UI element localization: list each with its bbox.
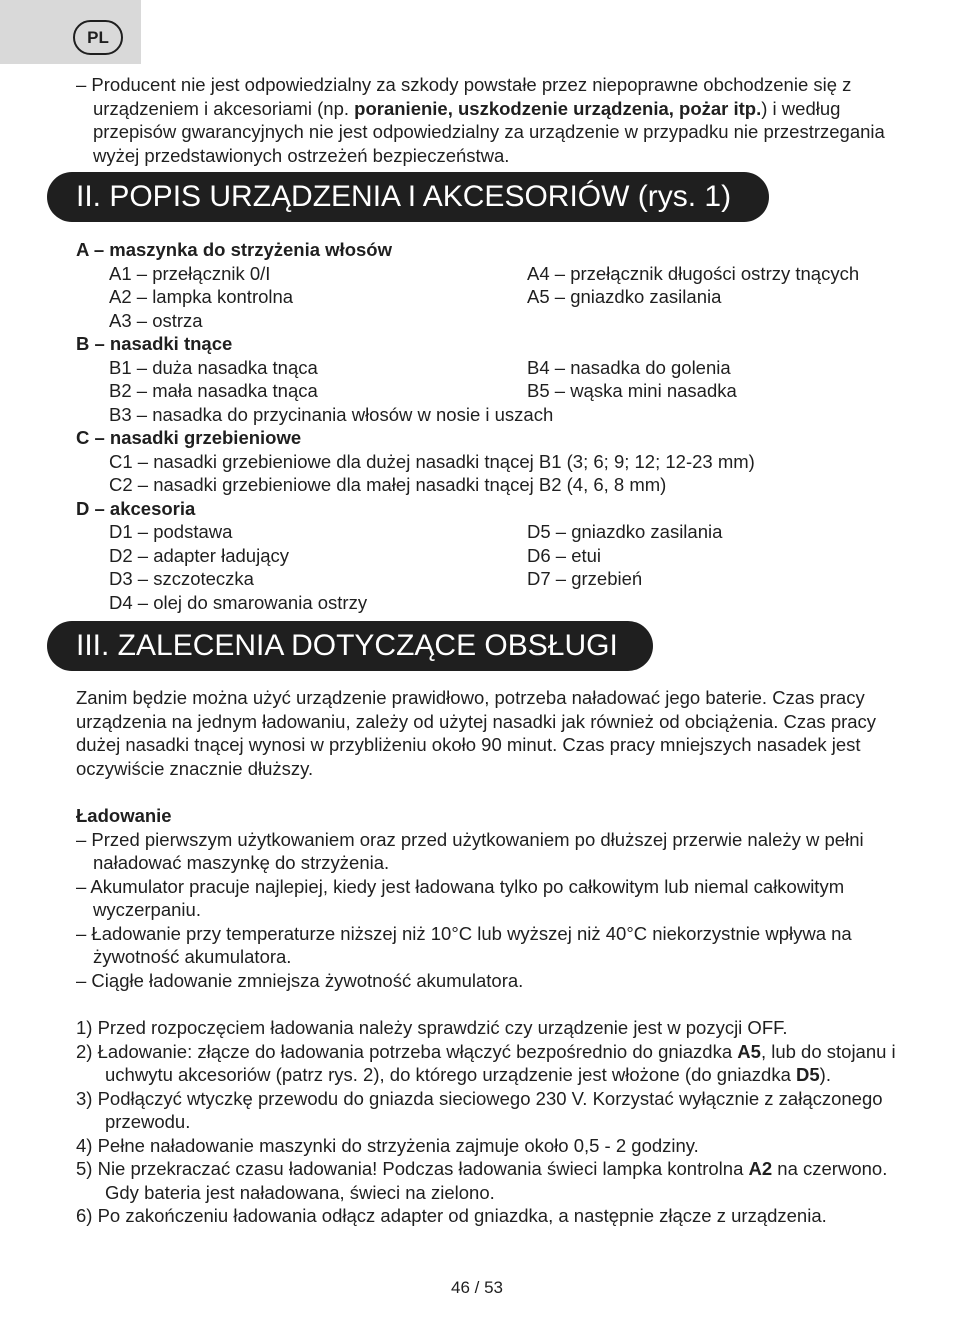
step-2 <box>76 1040 916 1087</box>
intro-paragraph <box>76 73 923 167</box>
item-b4: B4 – nasadka do golenia <box>527 356 731 378</box>
item-d2: D2 – adapter ładujący <box>109 544 289 566</box>
step-3: 3) Podłączyć wtyczkę przewodu do gniazda sieciowego 230 V. Korzystać wyłącznie z załączonego przewodu. <box>76 1087 883 1132</box>
usage-intro: Zanim będzie można użyć urządzenie prawidłowo, potrzeba naładować jego baterie. Czas pracy urządzenia na jednym ładowaniu, zależy od użytej nasadki jak również od obciążenia. Czas pracy dużej nasadki tnącej wynosi w przybliżeniu około 90 minut. Czas pracy mniejszych nasadek jest oczywiście znacznie dłuższy. <box>76 687 877 779</box>
intro-bold: poranienie, uszkodzenie urządzenia, pożar itp. <box>354 97 762 119</box>
group-b-title: B – nasadki tnące <box>76 333 233 354</box>
step-2-text: 2) Ładowanie: złącze do ładowania potrzeba włączyć bezpośrednio do gniazdka <box>76 1040 738 1062</box>
charging-steps <box>76 1016 916 1228</box>
charging-title: Ładowanie <box>76 805 172 826</box>
step-2-text-cont: , lub do stojanu i uchwytu akcesoriów (patrz rys. 2), do którego urządzenie jest włożone (do gniazdka <box>105 1040 896 1085</box>
step-2-ref-d5: D5 <box>796 1064 820 1085</box>
section-heading-3: III. ZALECENIA DOTYCZĄCE OBSŁUGI <box>47 621 653 671</box>
charging-section <box>76 804 906 992</box>
item-b2: B2 – mała nasadka tnąca <box>109 380 318 401</box>
step-5-text-end: na czerwono. Gdy bateria jest naładowana, świeci na zielono. <box>105 1158 888 1203</box>
item-d1: D1 – podstawa <box>109 521 233 542</box>
step-5 <box>76 1157 916 1204</box>
item-d7: D7 – grzebień <box>527 568 643 589</box>
item-d3: D3 – szczoteczka <box>109 568 254 589</box>
item-b3: B3 – nasadka do przycinania włosów w nosie i uszach <box>109 403 554 425</box>
charging-bullet: – Przed pierwszym użytkowaniem oraz przed użytkowaniem po dłuższej przerwie należy w pełni naładować maszynkę do strzyżenia. <box>76 828 864 873</box>
item-b5: B5 – wąska mini nasadka <box>527 380 737 401</box>
item-a3: A3 – ostrza <box>109 309 203 331</box>
group-d-title: D – akcesoria <box>76 497 196 519</box>
item-b1: B1 – duża nasadka tnąca <box>109 356 318 378</box>
step-5-text: 5) Nie przekraczać czasu ładowania! Podczas ładowania świeci lampka kontrolna <box>76 1158 749 1179</box>
group-c-title: C – nasadki grzebieniowe <box>76 427 302 448</box>
item-a5: A5 – gniazdko zasilania <box>527 286 722 307</box>
charging-bullet: – Ładowanie przy temperaturze niższej niż 10°C lub wyższej niż 40°C niekorzystnie wpływa na żywotność akumulatora. <box>76 922 852 967</box>
charging-bullet: – Akumulator pracuje najlepiej, kiedy jest ładowana tylko po całkowitym lub niemal całkowitym wyczerpaniu. <box>76 875 845 920</box>
step-2-ref-a5: A5 <box>737 1040 761 1062</box>
step-5-ref-a2: A2 <box>748 1158 773 1179</box>
step-2-text-end: ). <box>819 1064 831 1085</box>
step-4: 4) Pełne naładowanie maszynki do strzyżenia zajmuje około 0,5 - 2 godziny. <box>76 1134 699 1156</box>
section-heading-2: II. POPIS URZĄDZENIA I AKCESORIÓW (rys. 1) <box>47 172 769 222</box>
item-a4: A4 – przełącznik długości ostrzy tnących <box>527 262 860 284</box>
item-d6: D6 – etui <box>527 544 602 566</box>
intro-text-end: ) i według przepisów gwarancyjnych nie jest odpowiedzialny za urządzenie w przypadku nie przestrzegania wyżej przedstawionych ostrzeżeń bezpieczeństwa. <box>93 97 885 166</box>
step-6: 6) Po zakończeniu ładowania odłącz adapter od gniazdka, a następnie złącze z urządzenia. <box>76 1205 827 1226</box>
group-b-items <box>76 356 936 403</box>
parts-list <box>76 238 936 614</box>
item-a1: A1 – przełącznik 0/I <box>109 262 271 284</box>
item-c1: C1 – nasadki grzebieniowe dla dużej nasadki tnącej B1 (3; 6; 9; 12; 12-23 mm) <box>109 450 755 472</box>
page-number: 46 / 53 <box>451 1278 503 1297</box>
charging-bullet: – Ciągłe ładowanie zmniejsza żywotność akumulatora. <box>76 969 524 991</box>
group-a-title: A – maszynka do strzyżenia włosów <box>76 239 392 260</box>
item-a2: A2 – lampka kontrolna <box>109 286 294 307</box>
item-d4: D4 – olej do smarowania ostrzy <box>109 591 368 613</box>
group-a-items <box>76 262 936 333</box>
item-d5: D5 – gniazdko zasilania <box>527 521 723 542</box>
group-d-items <box>76 520 936 591</box>
step-1: 1) Przed rozpoczęciem ładowania należy sprawdzić czy urządzenie jest w pozycji OFF. <box>76 1017 788 1038</box>
item-c2: C2 – nasadki grzebieniowe dla małej nasadki tnącej B2 (4, 6, 8 mm) <box>109 474 667 495</box>
language-badge: PL <box>73 20 123 55</box>
intro-text: – Producent nie jest odpowiedzialny za szkody powstałe przez niepoprawne obchodzenie się z urządzeniem i akcesoriami (np. <box>76 74 852 119</box>
